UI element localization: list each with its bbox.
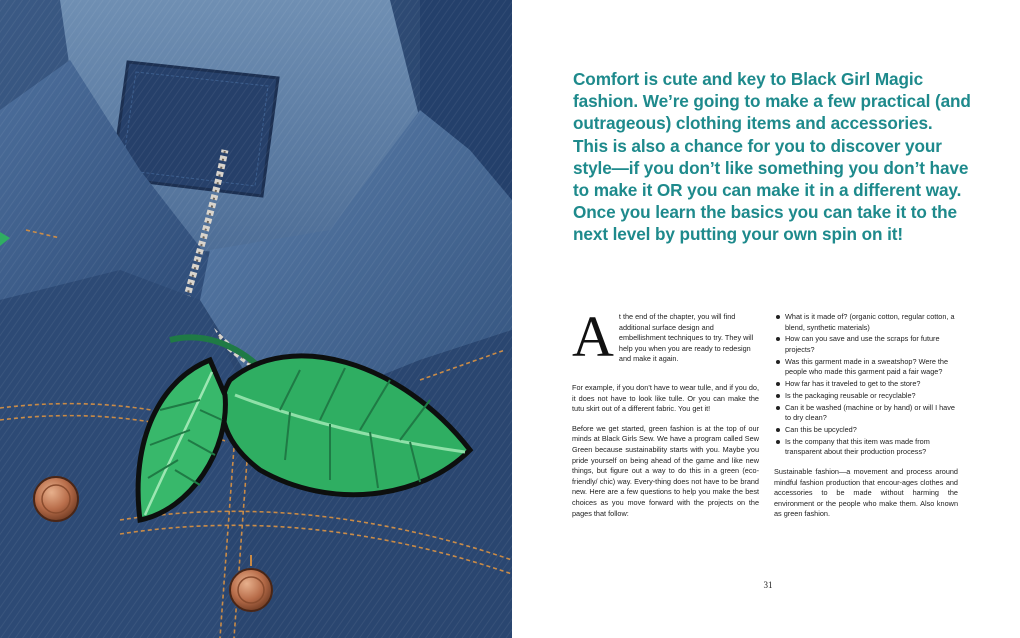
paragraph-tulle: For example, if you don’t have to wear tulle, and if you do, it does not have to look like tulle. Or you can make the tutu skirt out of a different fabric. You get it! [572, 383, 759, 414]
left-text-column [572, 304, 759, 528]
list-item: How far has it traveled to get to the store? [774, 379, 958, 390]
opening-paragraph [572, 304, 759, 374]
right-text-column [774, 312, 958, 529]
list-item: How can you save and use the scraps for future projects? [774, 334, 958, 355]
opening-paragraph-text: t the end of the chapter, you will find additional surface design and embellishment techniques to try. They will help you when you are ready to redesign and make it again. [618, 312, 754, 364]
list-item: Was this garment made in a sweatshop? Were the people who made this garment paid a fair wage? [774, 357, 958, 378]
list-item: Can this be upcycled? [774, 425, 958, 436]
list-item: Is the company that this item was made from transparent about their production process? [774, 437, 958, 458]
intro-paragraph: Comfort is cute and key to Black Girl Magic fashion. We’re going to make a few practical (and outrageous) clothing items and accessories. This is also a chance for you to discover your style—if you don’t like something you don’t have to make it OR you can make it in a different way. Once you learn the basics you can take it to the next level by putting your own spin on it! [573, 69, 971, 245]
sustainable-fashion-definition: Sustainable fashion—a movement and process around mindful fashion production that encour-ages clothes and accessories to be made without harming the environment or the people who make them. Also known as green fashion. [774, 467, 958, 519]
page-number: 31 [763, 580, 773, 590]
paragraph-green-fashion: Before we get started, green fashion is at the top of our minds at Black Girls Sew. We have a program called Sew Green because sustainability starts with you. Maybe you pride yourself on being ahead of the game and like new things, but figure out a way to do this in a green (eco-friendly/ chic) way. Every-thing does not have to be brand new. Here are a few questions to help you make the best choices as you move forward with the projects on the pages that follow: [572, 423, 759, 518]
text-page [512, 0, 1020, 638]
questions-list [774, 312, 958, 458]
list-item: What is it made of? (organic cotton, regular cotton, a blend, synthetic materials) [774, 312, 958, 333]
list-item: Can it be washed (machine or by hand) or will I have to dry clean? [774, 403, 958, 424]
list-item: Is the packaging reusable or recyclable? [774, 391, 958, 402]
drop-cap: A [572, 304, 614, 369]
copper-button-upper [34, 477, 78, 521]
